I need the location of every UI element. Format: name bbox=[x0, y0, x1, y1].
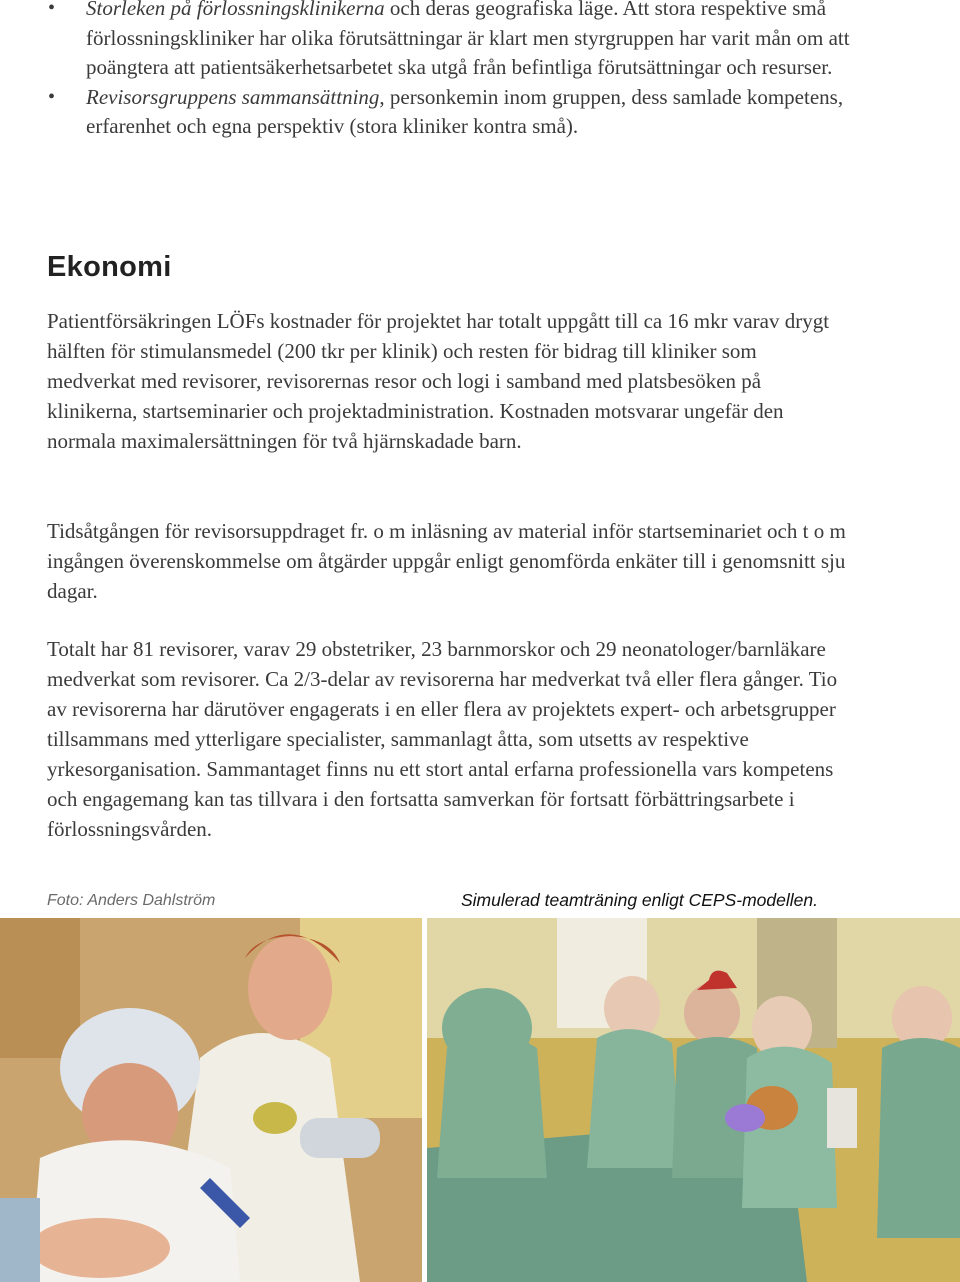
photo-caption: Simulerad teamträning enligt CEPS-modellen. bbox=[461, 890, 818, 910]
photo-credit: Foto: Anders Dahlström bbox=[47, 892, 216, 909]
paragraph-reviewers: Totalt har 81 revisorer, varav 29 obstetriker, 23 barnmorskor och 29 neonatologer/barnläkare medverkat som revisorer. Ca 2/3-delar av revisorerna har medverkat två eller flera gånger. Tio av revisorerna har därutöver engagerats i en eller flera av projektets expert- och arbetsgrupper tillsammans med ytterligare specialister, sammanlagt åtta, som utsetts av respektive yrkesorganisation. Sammantaget finns nu ett stort antal erfarna professionella vars kompetens och engagemang kan tas tillvara i den fortsatta samverkan för fortsatt förbättringsarbete i förlossningsvården. bbox=[47, 637, 838, 841]
bullet-item-size-text: och deras geografiska läge. Att stora respektive små förlossningskliniker har olika förutsättningar är klart men styrgruppen har varit mån om att poängtera att patientsäkerhetsarbetet ska utgå från befintliga förutsättningar och resurser. bbox=[86, 0, 850, 79]
photo-neonatal-care bbox=[0, 918, 422, 1282]
bullet-item-size bbox=[48, 0, 908, 83]
bullet-item-size-lead: Storleken på förlossningsklinikerna bbox=[86, 0, 385, 20]
photo-team-training-illustration bbox=[427, 918, 960, 1282]
paragraph-costs: Patientförsäkringen LÖFs kostnader för projektet har totalt uppgått till ca 16 mkr varav drygt hälften för stimulansmedel (200 tkr per klinik) och resten för bidrag till kliniker som medverkat med revisorer, revisorernas resor och logi i samband med platsbesöken på klinikerna, startseminarier och projektadministration. Kostnaden motsvarar ungefär den normala maximalersättningen för två hjärnskadade barn. bbox=[47, 309, 830, 453]
photo-neonatal-care-illustration bbox=[0, 918, 422, 1282]
bullet-marker: • bbox=[48, 0, 56, 19]
paragraph-time: Tidsåtgången för revisorsuppdraget fr. o m inläsning av material inför startseminariet och t o m ingången överenskommelse om åtgärder uppgår enligt genomförda enkäter till i genomsnitt sju dagar. bbox=[47, 519, 846, 603]
bullet-marker: • bbox=[48, 85, 56, 108]
photo-team-training bbox=[427, 918, 960, 1282]
bullet-list bbox=[48, 0, 908, 142]
bullet-item-group bbox=[48, 83, 908, 142]
bullet-item-group-text: , personkemin inom gruppen, dess samlade kompetens, erfarenhet och egna perspektiv (stora kliniker kontra små). bbox=[86, 84, 844, 138]
section-heading: Ekonomi bbox=[47, 251, 172, 283]
bullet-item-group-lead: Revisorsgruppens sammansättning bbox=[86, 84, 380, 109]
